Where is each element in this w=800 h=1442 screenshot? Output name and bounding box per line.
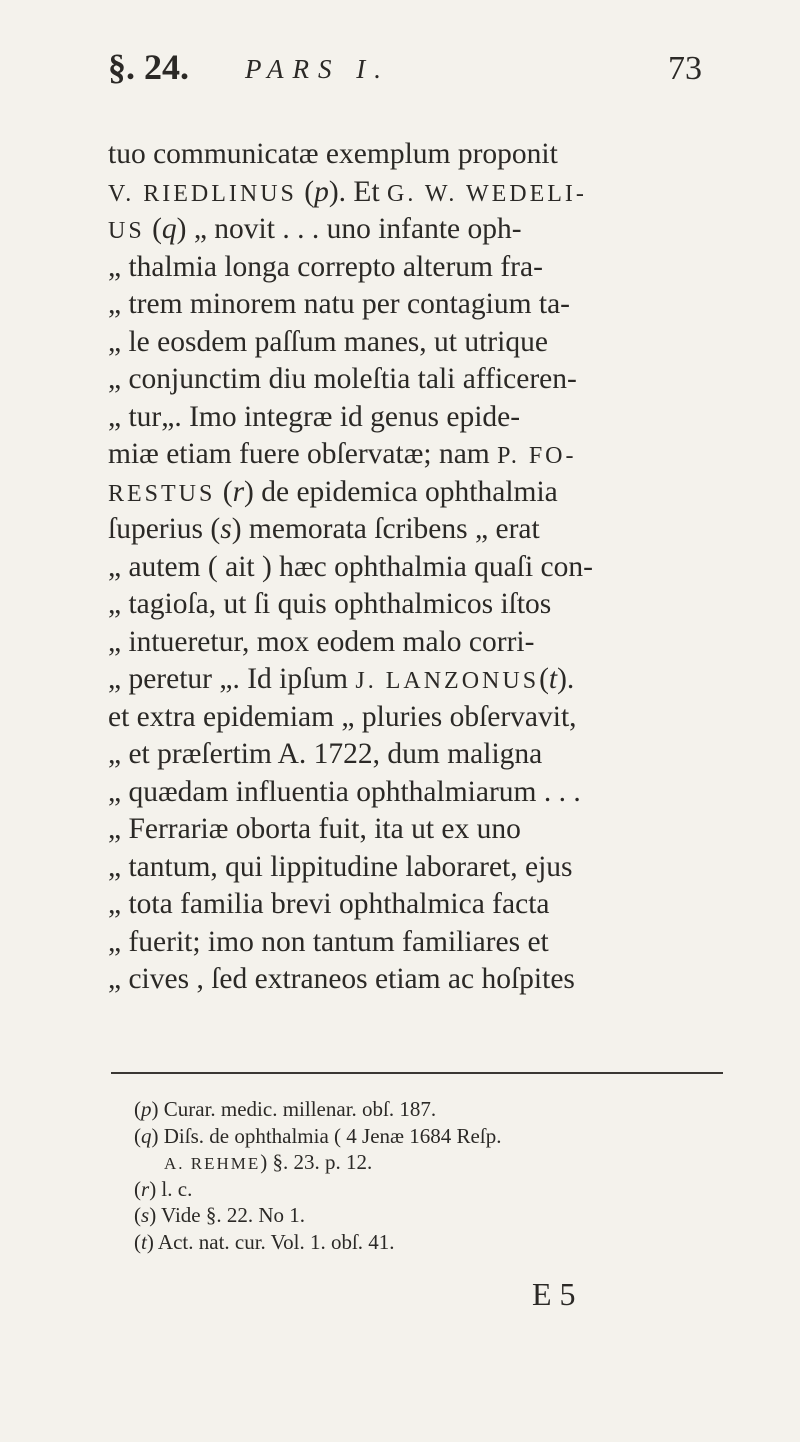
- text-line: [108, 811, 728, 849]
- text-segment: r: [232, 475, 245, 508]
- text-segment: „ tota familia brevi ophthalmica facta: [108, 888, 550, 920]
- text-segment: ). Et: [328, 175, 388, 208]
- text-line: [108, 474, 728, 512]
- text-line: [108, 436, 728, 474]
- text-segment: s: [141, 1203, 150, 1227]
- text-segment: (: [134, 1123, 141, 1148]
- text-segment: ) Act. nat. cur. Vol. 1. obſ. 41.: [146, 1229, 395, 1254]
- text-segment: (: [134, 1097, 141, 1121]
- text-segment: p: [314, 175, 329, 208]
- footnote: [134, 1229, 734, 1256]
- text-line: [108, 736, 728, 774]
- text-line: [108, 699, 728, 737]
- text-line: [108, 961, 728, 999]
- text-line: [108, 361, 728, 399]
- text-segment: miæ etiam fuere obſervatæ; nam: [108, 438, 498, 470]
- text-segment: „ peretur „. Id ipſum: [108, 663, 356, 695]
- text-line: [108, 886, 728, 924]
- text-line: [108, 661, 728, 699]
- text-segment: „ cives , ſed extraneos etiam ac hoſpites: [108, 963, 575, 995]
- text-segment: V. RIEDLINUS: [108, 180, 297, 207]
- text-segment: (: [296, 175, 315, 208]
- text-segment: A. REHME: [164, 1154, 261, 1173]
- footnotes: [134, 1096, 734, 1255]
- signature-mark: E 5: [532, 1276, 576, 1312]
- text-segment: ) de epidemica ophthalmia: [244, 475, 558, 508]
- text-segment: „ le eosdem paſſum manes, ut utrique: [108, 325, 548, 358]
- text-segment: US: [108, 218, 145, 244]
- text-segment: t: [141, 1229, 147, 1254]
- text-segment: „ tantum, qui lippitudine laboraret, ejus: [108, 850, 573, 883]
- text-segment: (: [215, 475, 233, 508]
- footnote: [134, 1123, 734, 1150]
- text-line: [108, 174, 728, 212]
- text-segment: „ fuerit; imo non tantum familiares et: [108, 925, 549, 958]
- text-segment: „ Ferrariæ oborta fuit, ita ut ex uno: [108, 813, 521, 845]
- footnote: [134, 1176, 734, 1203]
- text-line: [108, 586, 728, 624]
- text-segment: ) „ novit . . . uno infante oph-: [176, 213, 522, 245]
- text-segment: (: [144, 213, 162, 245]
- text-segment: (: [134, 1229, 141, 1254]
- text-segment: ) §. 23. p. 12.: [260, 1150, 373, 1174]
- text-segment: „ thalmia longa correpto alterum fra-: [108, 250, 543, 283]
- text-segment: ).: [557, 663, 575, 695]
- text-segment: et extra epidemiam „ pluries obſervavit,: [108, 700, 577, 733]
- text-segment: RESTUS: [108, 480, 216, 507]
- text-segment: G. W. WEDELI-: [387, 180, 587, 207]
- text-line: [108, 924, 728, 962]
- text-segment: „ tur„. Imo integræ id genus epide-: [108, 400, 521, 433]
- text-segment: r: [141, 1176, 150, 1201]
- footnote: [134, 1096, 734, 1123]
- text-segment: ) Vide §. 22. No 1.: [149, 1203, 306, 1227]
- text-segment: „ autem ( ait ) hæc ophthalmia quaſi con-: [108, 550, 593, 583]
- text-segment: „ quædam influentia ophthalmiarum . . .: [108, 775, 581, 808]
- text-line: [108, 249, 728, 287]
- footnote: [134, 1202, 734, 1229]
- text-segment: „ et præſertim A. 1722, dum maligna: [108, 738, 543, 770]
- text-line: [108, 774, 728, 812]
- page-number: 73: [668, 50, 702, 87]
- footnote: [134, 1149, 734, 1176]
- text-line: [108, 286, 728, 324]
- text-segment: „ tagioſa, ut ſi quis ophthalmicos iſtos: [108, 588, 552, 620]
- text-segment: p: [141, 1097, 152, 1121]
- main-text: [108, 136, 728, 999]
- text-segment: tuo communicatæ exemplum proponit: [108, 138, 558, 170]
- part-heading: PARS I.: [245, 54, 390, 84]
- running-header: [0, 46, 800, 96]
- text-segment: ſuperius (: [108, 513, 221, 545]
- text-segment: ) l. c.: [149, 1176, 193, 1201]
- text-segment: „ conjunctim diu moleſtia tali afficeren-: [108, 363, 577, 395]
- text-line: [108, 511, 728, 549]
- text-segment: ) memorata ſcribens „ erat: [231, 513, 540, 545]
- text-segment: J. LANZONUS: [355, 668, 540, 694]
- text-segment: (: [539, 663, 549, 695]
- text-segment: q: [161, 213, 177, 245]
- text-line: [108, 849, 728, 887]
- text-segment: (: [134, 1203, 141, 1227]
- text-line: [108, 211, 728, 249]
- text-segment: P. FO-: [497, 443, 577, 469]
- text-segment: (: [134, 1176, 141, 1201]
- text-segment: „ intueretur, mox eodem malo corri-: [108, 625, 535, 658]
- text-line: [108, 399, 728, 437]
- text-segment: „ trem minorem natu per contagium ta-: [108, 288, 571, 320]
- text-segment: ) Curar. medic. millenar. obſ. 187.: [151, 1097, 437, 1121]
- text-segment: ) Diſs. de ophthalmia ( 4 Jenæ 1684 Reſp.: [151, 1123, 502, 1148]
- text-segment: q: [141, 1123, 152, 1148]
- text-segment: t: [548, 663, 558, 695]
- text-line: [108, 624, 728, 662]
- text-segment: s: [220, 513, 232, 545]
- section-number: §. 24.: [108, 47, 189, 87]
- text-line: [108, 136, 728, 174]
- text-line: [108, 549, 728, 587]
- footnote-divider: [111, 1072, 723, 1074]
- text-line: [108, 324, 728, 362]
